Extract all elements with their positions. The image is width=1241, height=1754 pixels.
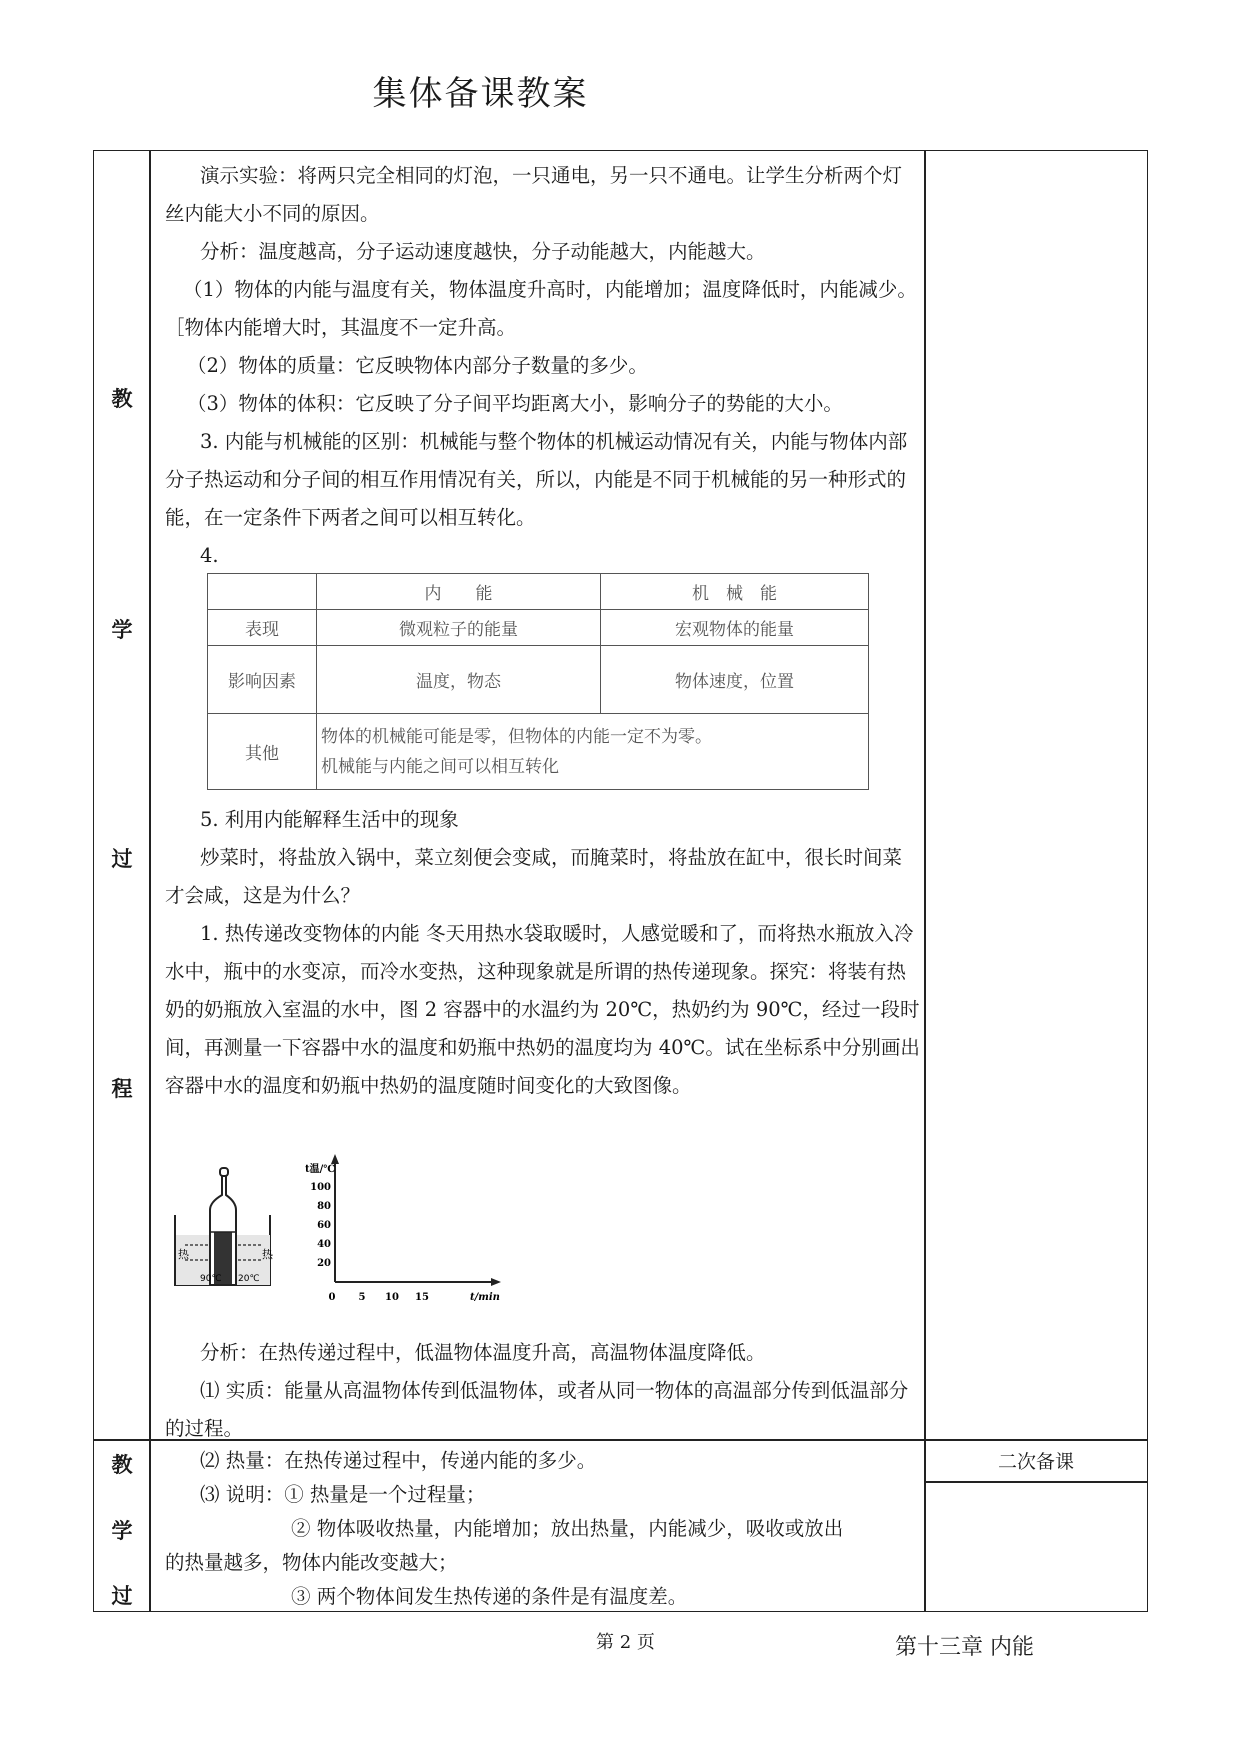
svg-text:t温/℃: t温/℃ — [305, 1164, 336, 1175]
paragraph-4: 4. — [200, 544, 219, 567]
beaker-figure — [170, 1160, 280, 1295]
paragraph-analysis-2: 分析：在热传递过程中，低温物体温度升高，高温物体温度降低。 — [200, 1341, 766, 1364]
paragraph-point-1: （1）物体的内能与温度有关，物体温度升高时，内能增加；温度降低时，内能减少。［物体内能增大时，其温度不一定升高。 — [165, 278, 917, 339]
document-title: 集体备课教案 — [372, 74, 589, 114]
side-label-jiao-2: 教 — [111, 1452, 133, 1477]
svg-text:100: 100 — [310, 1182, 331, 1193]
paragraph-explanation-2b: 的热量越多，物体内能改变越大； — [165, 1551, 458, 1574]
paragraph-heat-quantity: ⑵ 热量：在热传递过程中，传递内能的多少。 — [200, 1449, 597, 1472]
paragraph-heat-transfer: 1. 热传递改变物体的内能 冬天用热水袋取暖时，人感觉暖和了，而将热水瓶放入冷水中，瓶中的水变凉，而冷水变热，这种现象就是所谓的热传递现象。探究：将装有热奶的奶瓶放入室温的水中，图 2 容器中的水温约为 20℃，热奶约为 90℃，经过一段时间，再测量一下容器中水的温度和奶瓶中热奶的温度均为 40℃。试在坐标系中分别画出容器中水的温度和奶瓶中热奶的温度随时间变化的大致图像。 — [165, 922, 920, 1097]
side-label-xue-2: 学 — [111, 1518, 133, 1543]
svg-text:热: 热 — [262, 1248, 273, 1261]
side-label-guo-2: 过 — [111, 1583, 133, 1608]
side-label-xue: 学 — [111, 617, 133, 642]
svg-text:20℃: 20℃ — [238, 1274, 260, 1284]
side-label-cheng: 程 — [111, 1076, 133, 1101]
paragraph-difference: 3. 内能与机械能的区别：机械能与整个物体的机械运动情况有关，内能与物体内部分子热运动和分子间的相互作用情况有关，所以，内能是不同于机械能的另一种形式的能，在一定条件下两者之间可以相互转化。 — [165, 430, 908, 529]
svg-text:t/min: t/min — [470, 1292, 500, 1303]
svg-text:0: 0 — [328, 1292, 336, 1303]
paragraph-cooking: 炒菜时，将盐放入锅中，菜立刻便会变咸，而腌菜时，将盐放在缸中，很长时间菜才会咸，这是为什么？ — [165, 846, 903, 907]
svg-text:15: 15 — [415, 1292, 429, 1303]
secondary-prep-label: 二次备课 — [997, 1451, 1074, 1473]
paragraph-essence: ⑴ 实质：能量从高温物体传到低温物体，或者从同一物体的高温部分传到低温部分的过程。 — [165, 1379, 909, 1440]
svg-text:20: 20 — [317, 1258, 331, 1269]
paragraph-point-2: （2）物体的质量：它反映物体内部分子数量的多少。 — [187, 354, 648, 377]
paragraph-explanation: ⑶ 说明：① 热量是一个过程量； — [200, 1483, 486, 1506]
temperature-axes — [295, 1152, 505, 1312]
paragraph-demo: 演示实验：将两只完全相同的灯泡，一只通电，另一只不通电。让学生分析两个灯丝内能大小不同的原因。 — [165, 164, 903, 225]
svg-text:80: 80 — [317, 1201, 331, 1212]
svg-text:60: 60 — [317, 1220, 331, 1231]
paragraph-point-3: （3）物体的体积：它反映了分子间平均距离大小，影响分子的势能的大小。 — [187, 392, 843, 415]
paragraph-explanation-2: ② 物体吸收热量，内能增加；放出热量，内能减少，吸收或放出 — [291, 1517, 844, 1540]
side-label-jiao: 教 — [111, 386, 133, 411]
paragraph-explanation-3: ③ 两个物体间发生热传递的条件是有温度差。 — [291, 1585, 688, 1608]
comparison-table: 内 能 机 械 能 表现 微观粒子的能量 宏观物体的能量 影响因素 温度，物态 物体速度，位置 其他 物体的机械能可能是零，但物体的内能一定不为零。 机械能与内能之间可以相互转化 — [207, 573, 869, 790]
svg-text:5: 5 — [358, 1292, 366, 1303]
paragraph-analysis: 分析：温度越高，分子运动速度越快，分子动能越大，内能越大。 — [200, 240, 766, 263]
paragraph-5: 5. 利用内能解释生活中的现象 — [200, 808, 459, 831]
side-label-guo: 过 — [111, 846, 133, 871]
svg-text:热: 热 — [178, 1248, 189, 1261]
svg-text:90℃: 90℃ — [200, 1274, 222, 1284]
page-number: 第 2 页 — [596, 1632, 655, 1653]
svg-text:10: 10 — [385, 1292, 399, 1303]
chapter-title: 第十三章 内能 — [895, 1635, 1034, 1660]
svg-text:40: 40 — [317, 1239, 331, 1250]
